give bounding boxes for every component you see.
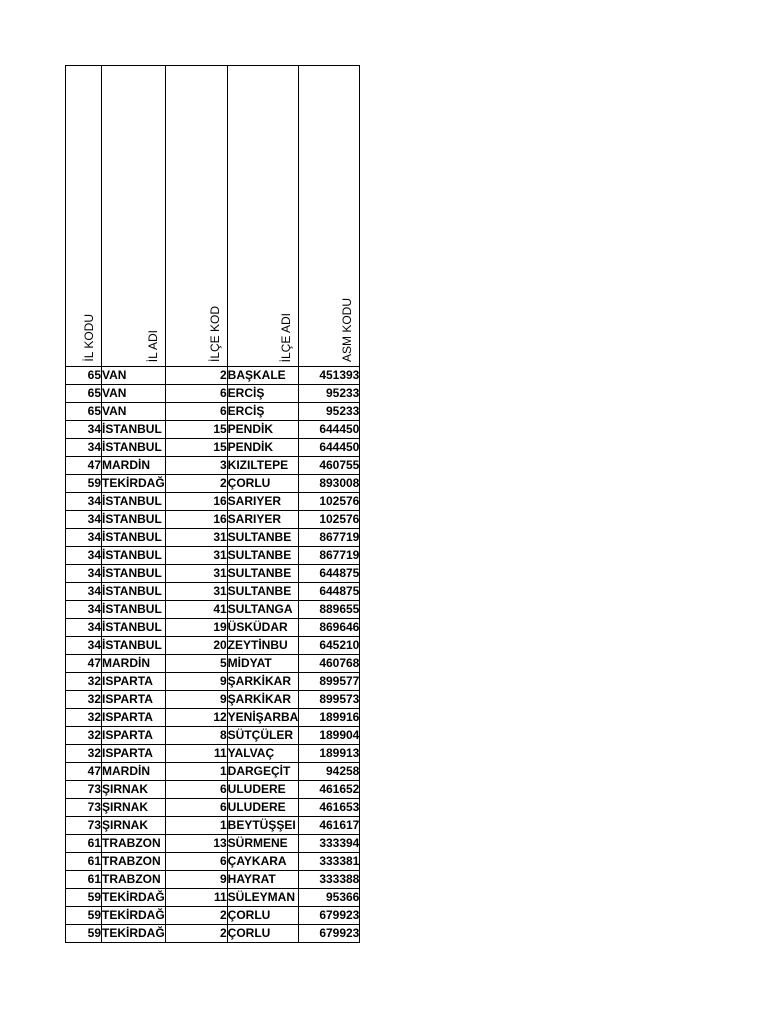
cell-il-adi[interactable]: MARDİN bbox=[102, 457, 166, 475]
cell-il-kodu[interactable]: 65 bbox=[66, 367, 102, 385]
cell-ilce-adi[interactable]: ÇORLU bbox=[227, 475, 299, 493]
cell-ilce-adi[interactable]: PENDİK bbox=[227, 421, 299, 439]
spreadsheet bbox=[65, 65, 360, 943]
cell-il-adi[interactable]: TRABZON bbox=[102, 853, 166, 871]
cell-ilce-adi[interactable]: SULTANGA bbox=[227, 601, 299, 619]
cell-il-adi[interactable]: İSTANBUL bbox=[102, 547, 166, 565]
cell-ilce-adi[interactable]: ERCİŞ bbox=[227, 385, 299, 403]
cell-ilce-kod[interactable]: 31 bbox=[165, 529, 227, 547]
cell-il-adi[interactable]: İSTANBUL bbox=[102, 619, 166, 637]
cell-ilce-adi[interactable]: PENDİK bbox=[227, 439, 299, 457]
table-row bbox=[66, 601, 360, 619]
cell-asm-kodu[interactable]: 451393 bbox=[299, 367, 360, 385]
cell-ilce-kod[interactable]: 8 bbox=[165, 727, 227, 745]
table-row bbox=[66, 637, 360, 655]
cell-ilce-adi[interactable]: SULTANBE bbox=[227, 529, 299, 547]
cell-asm-kodu[interactable]: 899573 bbox=[299, 691, 360, 709]
cell-ilce-adi[interactable]: KIZILTEPE bbox=[227, 457, 299, 475]
cell-ilce-kod[interactable]: 6 bbox=[165, 781, 227, 799]
cell-ilce-adi[interactable]: SÜTÇÜLER bbox=[227, 727, 299, 745]
cell-ilce-kod[interactable]: 2 bbox=[165, 925, 227, 943]
cell-il-kodu[interactable]: 73 bbox=[66, 817, 102, 835]
table-row bbox=[66, 835, 360, 853]
cell-il-adi[interactable]: ŞIRNAK bbox=[102, 781, 166, 799]
header-ilce-kod[interactable] bbox=[165, 66, 227, 367]
cell-ilce-kod[interactable]: 19 bbox=[165, 619, 227, 637]
cell-asm-kodu[interactable]: 889655 bbox=[299, 601, 360, 619]
cell-ilce-adi[interactable]: MİDYAT bbox=[227, 655, 299, 673]
cell-ilce-adi[interactable]: SULTANBE bbox=[227, 583, 299, 601]
cell-il-adi[interactable]: TEKİRDAĞ bbox=[102, 889, 166, 907]
cell-il-kodu[interactable]: 65 bbox=[66, 385, 102, 403]
cell-ilce-adi[interactable]: ÇORLU bbox=[227, 907, 299, 925]
table-row bbox=[66, 457, 360, 475]
cell-asm-kodu[interactable]: 644450 bbox=[299, 421, 360, 439]
cell-ilce-kod[interactable]: 11 bbox=[165, 745, 227, 763]
header-label: İLÇE ADI bbox=[279, 312, 294, 362]
cell-il-adi[interactable]: İSTANBUL bbox=[102, 529, 166, 547]
cell-il-adi[interactable]: MARDİN bbox=[102, 655, 166, 673]
table-row bbox=[66, 673, 360, 691]
cell-il-kodu[interactable]: 73 bbox=[66, 781, 102, 799]
cell-asm-kodu[interactable]: 102576 bbox=[299, 493, 360, 511]
cell-ilce-kod[interactable]: 2 bbox=[165, 907, 227, 925]
table-row bbox=[66, 763, 360, 781]
cell-il-kodu[interactable]: 34 bbox=[66, 547, 102, 565]
cell-ilce-adi[interactable]: ÇORLU bbox=[227, 925, 299, 943]
cell-ilce-adi[interactable]: DARGEÇİT bbox=[227, 763, 299, 781]
table-row bbox=[66, 691, 360, 709]
cell-il-kodu[interactable]: 47 bbox=[66, 763, 102, 781]
cell-asm-kodu[interactable]: 893008 bbox=[299, 475, 360, 493]
cell-ilce-kod[interactable]: 9 bbox=[165, 673, 227, 691]
cell-ilce-kod[interactable]: 1 bbox=[165, 817, 227, 835]
cell-ilce-adi[interactable]: ŞARKİKAR bbox=[227, 691, 299, 709]
cell-il-kodu[interactable]: 59 bbox=[66, 925, 102, 943]
cell-ilce-kod[interactable]: 31 bbox=[165, 547, 227, 565]
cell-il-kodu[interactable]: 32 bbox=[66, 673, 102, 691]
cell-asm-kodu[interactable]: 189916 bbox=[299, 709, 360, 727]
cell-il-kodu[interactable]: 34 bbox=[66, 637, 102, 655]
cell-il-adi[interactable]: İSTANBUL bbox=[102, 421, 166, 439]
header-label: ASM KODU bbox=[340, 297, 355, 362]
cell-il-adi[interactable]: TRABZON bbox=[102, 871, 166, 889]
cell-il-kodu[interactable]: 61 bbox=[66, 835, 102, 853]
header-asm-kodu[interactable] bbox=[299, 66, 360, 367]
cell-ilce-kod[interactable]: 11 bbox=[165, 889, 227, 907]
cell-ilce-adi[interactable]: ERCİŞ bbox=[227, 403, 299, 421]
cell-ilce-adi[interactable]: SULTANBE bbox=[227, 547, 299, 565]
cell-il-kodu[interactable]: 61 bbox=[66, 853, 102, 871]
table-row bbox=[66, 403, 360, 421]
cell-il-adi[interactable]: İSTANBUL bbox=[102, 439, 166, 457]
cell-ilce-adi[interactable]: BAŞKALE bbox=[227, 367, 299, 385]
cell-ilce-kod[interactable]: 2 bbox=[165, 367, 227, 385]
table-row bbox=[66, 565, 360, 583]
cell-ilce-adi[interactable]: SARIYER bbox=[227, 511, 299, 529]
cell-il-kodu[interactable]: 34 bbox=[66, 439, 102, 457]
table-row bbox=[66, 655, 360, 673]
table-row bbox=[66, 583, 360, 601]
cell-il-adi[interactable]: İSTANBUL bbox=[102, 493, 166, 511]
cell-ilce-kod[interactable]: 41 bbox=[165, 601, 227, 619]
cell-asm-kodu[interactable]: 645210 bbox=[299, 637, 360, 655]
cell-il-kodu[interactable]: 32 bbox=[66, 691, 102, 709]
cell-ilce-kod[interactable]: 9 bbox=[165, 871, 227, 889]
table-row bbox=[66, 493, 360, 511]
cell-ilce-adi[interactable]: ULUDERE bbox=[227, 781, 299, 799]
cell-il-adi[interactable]: İSTANBUL bbox=[102, 565, 166, 583]
cell-il-kodu[interactable]: 34 bbox=[66, 529, 102, 547]
data-table bbox=[65, 65, 360, 943]
cell-ilce-adi[interactable]: ŞARKİKAR bbox=[227, 673, 299, 691]
cell-ilce-kod[interactable]: 15 bbox=[165, 421, 227, 439]
header-label: İL KODU bbox=[82, 314, 96, 362]
cell-asm-kodu[interactable]: 333394 bbox=[299, 835, 360, 853]
cell-il-kodu[interactable]: 47 bbox=[66, 655, 102, 673]
cell-ilce-kod[interactable]: 9 bbox=[165, 691, 227, 709]
cell-asm-kodu[interactable]: 461653 bbox=[299, 799, 360, 817]
header-label: İL ADI bbox=[145, 329, 160, 362]
cell-asm-kodu[interactable]: 869646 bbox=[299, 619, 360, 637]
cell-ilce-kod[interactable]: 31 bbox=[165, 583, 227, 601]
cell-il-adi[interactable]: İSTANBUL bbox=[102, 601, 166, 619]
cell-il-adi[interactable]: ŞIRNAK bbox=[102, 817, 166, 835]
cell-ilce-adi[interactable]: SÜLEYMAN bbox=[227, 889, 299, 907]
table-row bbox=[66, 367, 360, 385]
cell-ilce-kod[interactable]: 20 bbox=[165, 637, 227, 655]
cell-il-adi[interactable]: TEKİRDAĞ bbox=[102, 475, 166, 493]
cell-il-adi[interactable]: TEKİRDAĞ bbox=[102, 907, 166, 925]
cell-asm-kodu[interactable]: 102576 bbox=[299, 511, 360, 529]
table-row bbox=[66, 727, 360, 745]
cell-il-adi[interactable]: İSTANBUL bbox=[102, 583, 166, 601]
cell-ilce-adi[interactable]: HAYRAT bbox=[227, 871, 299, 889]
cell-ilce-adi[interactable]: BEYTÜŞŞEI bbox=[227, 817, 299, 835]
cell-asm-kodu[interactable]: 460768 bbox=[299, 655, 360, 673]
cell-il-kodu[interactable]: 65 bbox=[66, 403, 102, 421]
cell-asm-kodu[interactable]: 189913 bbox=[299, 745, 360, 763]
cell-ilce-adi[interactable]: SARIYER bbox=[227, 493, 299, 511]
table-row bbox=[66, 925, 360, 943]
cell-il-adi[interactable]: TEKİRDAĞ bbox=[102, 925, 166, 943]
cell-ilce-adi[interactable]: ULUDERE bbox=[227, 799, 299, 817]
cell-asm-kodu[interactable]: 461652 bbox=[299, 781, 360, 799]
cell-il-kodu[interactable]: 73 bbox=[66, 799, 102, 817]
cell-ilce-kod[interactable]: 31 bbox=[165, 565, 227, 583]
cell-asm-kodu[interactable]: 644875 bbox=[299, 583, 360, 601]
cell-ilce-kod[interactable]: 6 bbox=[165, 853, 227, 871]
table-row bbox=[66, 421, 360, 439]
cell-il-kodu[interactable]: 59 bbox=[66, 889, 102, 907]
cell-il-kodu[interactable]: 59 bbox=[66, 907, 102, 925]
table-row bbox=[66, 511, 360, 529]
cell-il-adi[interactable]: ISPARTA bbox=[102, 727, 166, 745]
cell-ilce-adi[interactable]: SULTANBE bbox=[227, 565, 299, 583]
cell-ilce-adi[interactable]: YENİŞARBA bbox=[227, 709, 299, 727]
cell-ilce-kod[interactable]: 13 bbox=[165, 835, 227, 853]
header-il-kodu[interactable] bbox=[66, 66, 102, 367]
cell-il-kodu[interactable]: 59 bbox=[66, 475, 102, 493]
cell-il-adi[interactable]: ISPARTA bbox=[102, 673, 166, 691]
cell-ilce-kod[interactable]: 16 bbox=[165, 493, 227, 511]
table-row bbox=[66, 781, 360, 799]
table-row bbox=[66, 817, 360, 835]
header-il-adi[interactable] bbox=[102, 66, 166, 367]
header-label: İLÇE KOD bbox=[207, 305, 222, 362]
cell-il-kodu[interactable]: 34 bbox=[66, 601, 102, 619]
cell-asm-kodu[interactable]: 95233 bbox=[299, 403, 360, 421]
cell-asm-kodu[interactable]: 333388 bbox=[299, 871, 360, 889]
cell-asm-kodu[interactable]: 867719 bbox=[299, 529, 360, 547]
cell-ilce-kod[interactable]: 16 bbox=[165, 511, 227, 529]
cell-il-adi[interactable]: TRABZON bbox=[102, 835, 166, 853]
cell-ilce-kod[interactable]: 6 bbox=[165, 403, 227, 421]
cell-il-adi[interactable]: VAN bbox=[102, 403, 166, 421]
cell-asm-kodu[interactable]: 95366 bbox=[299, 889, 360, 907]
header-ilce-adi[interactable] bbox=[227, 66, 299, 367]
cell-il-kodu[interactable]: 34 bbox=[66, 511, 102, 529]
cell-ilce-adi[interactable]: YALVAÇ bbox=[227, 745, 299, 763]
cell-ilce-adi[interactable]: ZEYTİNBU bbox=[227, 637, 299, 655]
cell-ilce-kod[interactable]: 2 bbox=[165, 475, 227, 493]
cell-ilce-kod[interactable]: 3 bbox=[165, 457, 227, 475]
cell-il-kodu[interactable]: 32 bbox=[66, 727, 102, 745]
cell-ilce-kod[interactable]: 6 bbox=[165, 385, 227, 403]
cell-il-kodu[interactable]: 34 bbox=[66, 583, 102, 601]
cell-il-kodu[interactable]: 34 bbox=[66, 619, 102, 637]
cell-il-kodu[interactable]: 34 bbox=[66, 493, 102, 511]
cell-il-adi[interactable]: ŞIRNAK bbox=[102, 799, 166, 817]
cell-il-adi[interactable]: VAN bbox=[102, 367, 166, 385]
cell-il-adi[interactable]: İSTANBUL bbox=[102, 637, 166, 655]
cell-ilce-kod[interactable]: 5 bbox=[165, 655, 227, 673]
cell-il-adi[interactable]: ISPARTA bbox=[102, 745, 166, 763]
table-row bbox=[66, 871, 360, 889]
table-row bbox=[66, 889, 360, 907]
cell-il-adi[interactable]: ISPARTA bbox=[102, 691, 166, 709]
table-row bbox=[66, 547, 360, 565]
cell-ilce-kod[interactable]: 6 bbox=[165, 799, 227, 817]
table-row bbox=[66, 475, 360, 493]
cell-il-adi[interactable]: ISPARTA bbox=[102, 709, 166, 727]
table-row bbox=[66, 385, 360, 403]
cell-il-kodu[interactable]: 61 bbox=[66, 871, 102, 889]
cell-il-adi[interactable]: MARDİN bbox=[102, 763, 166, 781]
cell-il-kodu[interactable]: 32 bbox=[66, 745, 102, 763]
cell-asm-kodu[interactable]: 94258 bbox=[299, 763, 360, 781]
cell-asm-kodu[interactable]: 189904 bbox=[299, 727, 360, 745]
table-row bbox=[66, 619, 360, 637]
cell-asm-kodu[interactable]: 644875 bbox=[299, 565, 360, 583]
cell-ilce-kod[interactable]: 1 bbox=[165, 763, 227, 781]
cell-ilce-adi[interactable]: ÇAYKARA bbox=[227, 853, 299, 871]
cell-ilce-adi[interactable]: SÜRMENE bbox=[227, 835, 299, 853]
cell-il-kodu[interactable]: 34 bbox=[66, 421, 102, 439]
header-row bbox=[66, 66, 360, 367]
cell-il-kodu[interactable]: 34 bbox=[66, 565, 102, 583]
cell-asm-kodu[interactable]: 644450 bbox=[299, 439, 360, 457]
table-row bbox=[66, 745, 360, 763]
table-row bbox=[66, 529, 360, 547]
table-body bbox=[66, 367, 360, 943]
cell-il-adi[interactable]: İSTANBUL bbox=[102, 511, 166, 529]
cell-asm-kodu[interactable]: 460755 bbox=[299, 457, 360, 475]
cell-il-kodu[interactable]: 47 bbox=[66, 457, 102, 475]
cell-asm-kodu[interactable]: 95233 bbox=[299, 385, 360, 403]
table-row bbox=[66, 907, 360, 925]
cell-asm-kodu[interactable]: 679923 bbox=[299, 907, 360, 925]
cell-asm-kodu[interactable]: 899577 bbox=[299, 673, 360, 691]
cell-asm-kodu[interactable]: 867719 bbox=[299, 547, 360, 565]
cell-asm-kodu[interactable]: 461617 bbox=[299, 817, 360, 835]
cell-ilce-adi[interactable]: ÜSKÜDAR bbox=[227, 619, 299, 637]
table-row bbox=[66, 799, 360, 817]
table-row bbox=[66, 853, 360, 871]
table-row bbox=[66, 709, 360, 727]
cell-ilce-kod[interactable]: 12 bbox=[165, 709, 227, 727]
cell-asm-kodu[interactable]: 333381 bbox=[299, 853, 360, 871]
cell-asm-kodu[interactable]: 679923 bbox=[299, 925, 360, 943]
cell-il-kodu[interactable]: 32 bbox=[66, 709, 102, 727]
table-row bbox=[66, 439, 360, 457]
cell-il-adi[interactable]: VAN bbox=[102, 385, 166, 403]
cell-ilce-kod[interactable]: 15 bbox=[165, 439, 227, 457]
